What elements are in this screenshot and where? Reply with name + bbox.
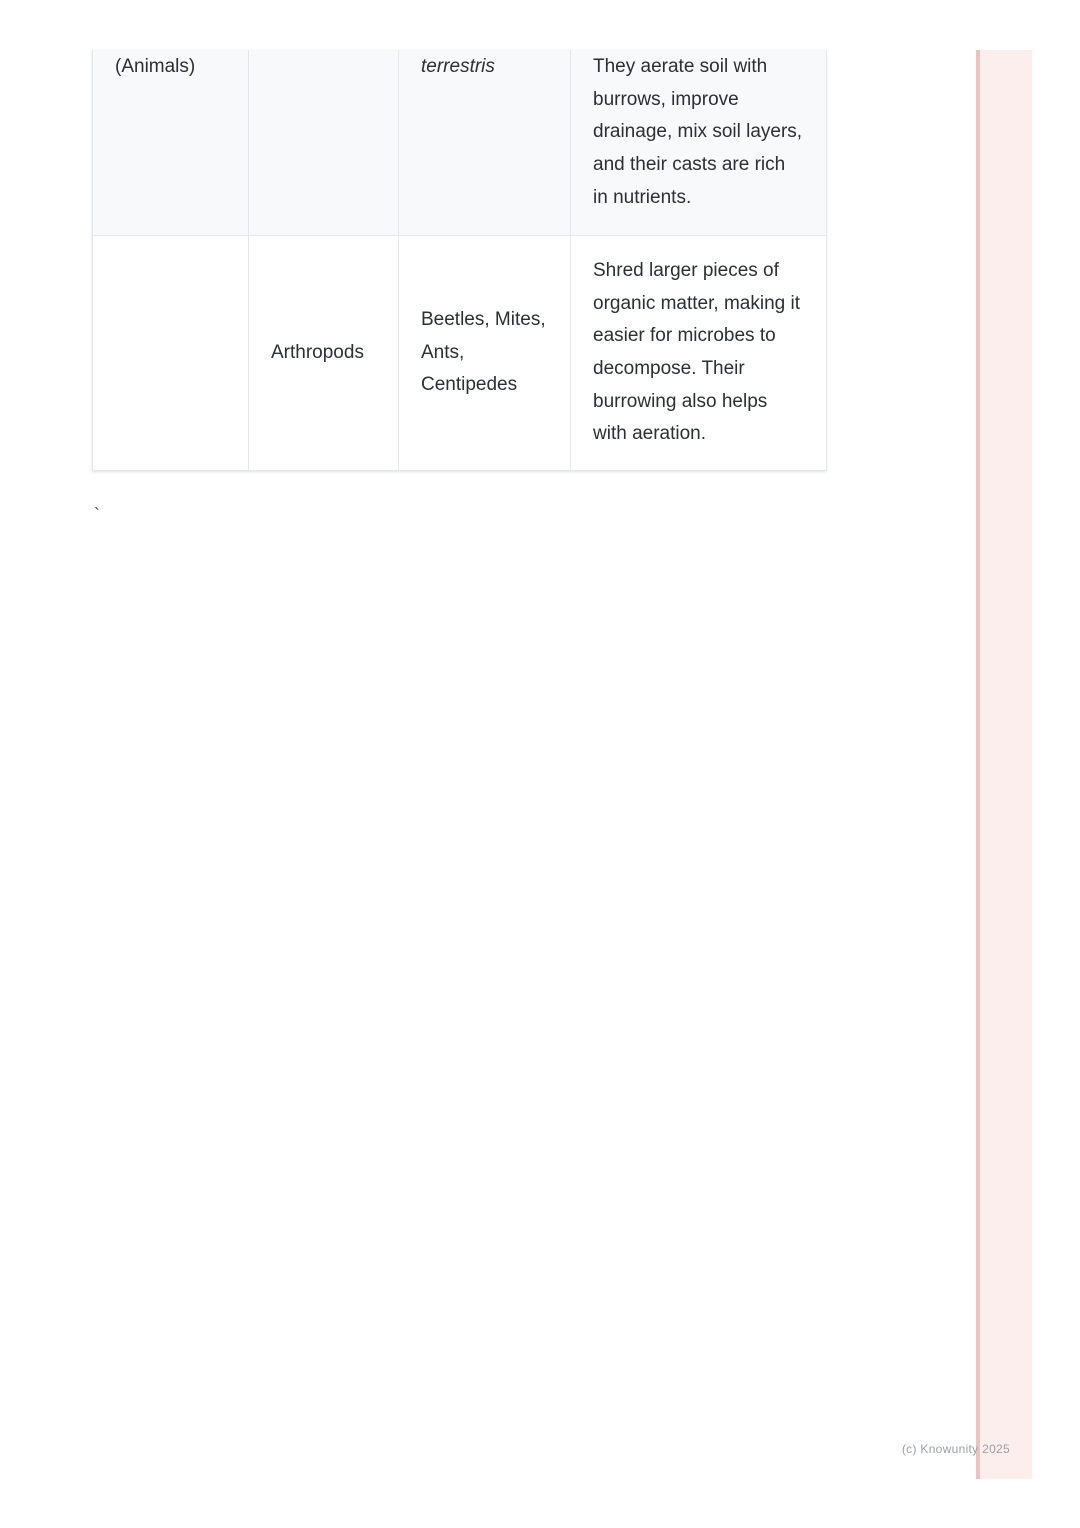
copyright-footer: (c) Knowunity 2025 [901, 1442, 1010, 1456]
table-cell-type [249, 50, 399, 236]
table-cell-group [93, 236, 249, 471]
table-cell-example: Beetles, Mites, Ants, Centipedes [399, 236, 571, 471]
table-row [93, 236, 827, 471]
table-cell-group: (Animals) [93, 50, 249, 236]
soil-organisms-table [92, 50, 826, 471]
margin-band [976, 50, 1032, 1479]
table-cell-role: Shred larger pieces of organic matter, making it easier for microbes to decompose. Their burrowing also helps with aeration. [571, 236, 827, 471]
stray-backtick: ` [94, 505, 100, 525]
table-cell-type: Arthropods [249, 236, 399, 471]
table-cell-role: They aerate soil with burrows, improve drainage, mix soil layers, and their casts are rich in nutrients. [571, 50, 827, 236]
margin-line [976, 50, 980, 1479]
table-cell-example: terrestris [399, 50, 571, 236]
table-row [93, 50, 827, 236]
